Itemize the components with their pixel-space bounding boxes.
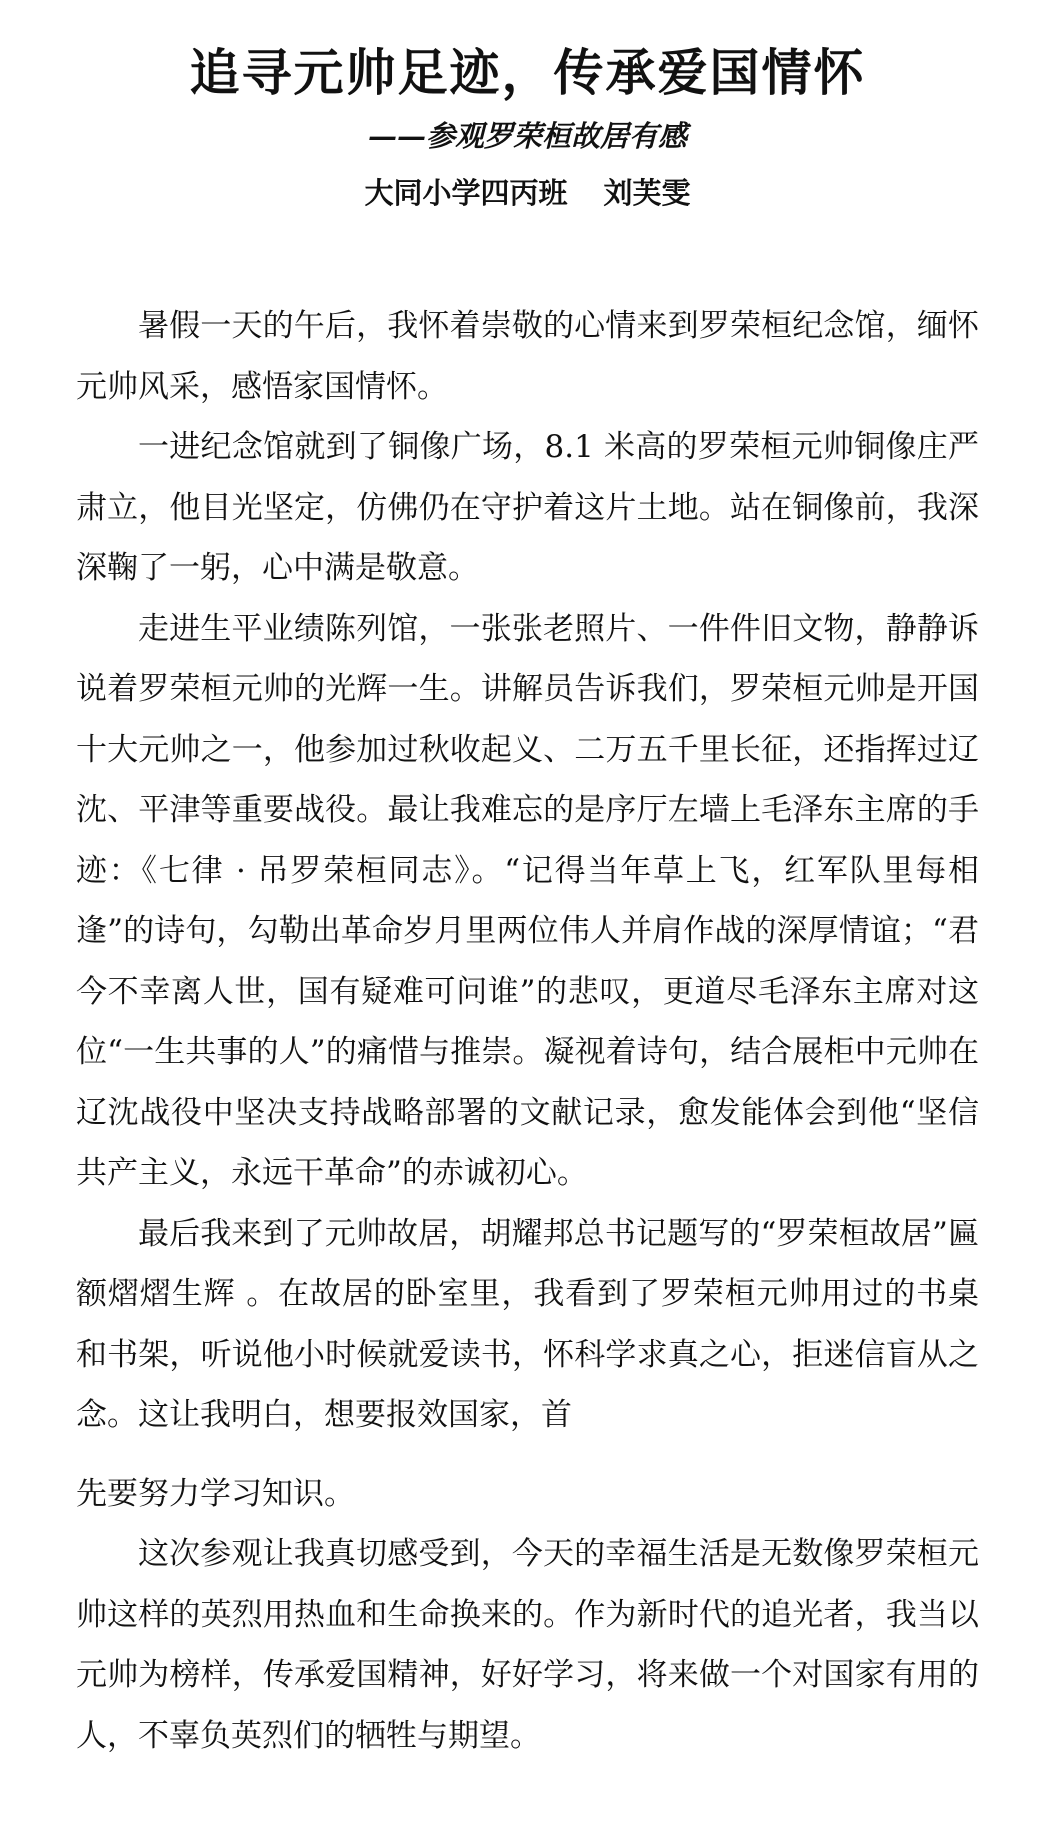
paragraph: 一进纪念馆就到了铜像广场，8.1 米高的罗荣桓元帅铜像庄严肃立，他目光坚定，仿佛仍在守护着这片土地。站在铜像前，我深深鞠了一躬，心中满是敬意。: [76, 429, 979, 586]
paragraph: 最后我来到了元帅故居，胡耀邦总书记题写的“罗荣桓故居”匾额熠熠生辉 。在故居的卧室里，我看到了罗荣桓元帅用过的书桌和书架，听说他小时候就爱读书，怀科学求真之心，拒迷信盲从之念。这让我明白，想要报效国家，首: [76, 1215, 979, 1433]
author-line: [76, 170, 979, 216]
paragraph: 这次参观让我真切感受到，今天的幸福生活是无数像罗荣桓元帅这样的英烈用热血和生命换来的。作为新时代的追光者，我当以元帅为榜样，传承爱国精神，好好学习，将来做一个对国家有用的人，不辜负英烈们的牺牲与期望。: [76, 1536, 979, 1754]
paragraph: 走进生平业绩陈列馆，一张张老照片、一件件旧文物，静静诉说着罗荣桓元帅的光辉一生。讲解员告诉我们，罗荣桓元帅是开国十大元帅之一，他参加过秋收起义、二万五千里长征，还指挥过辽沈、平津等重要战役。最让我难忘的是序厅左墙上毛泽东主席的手迹：《七律 · 吊罗荣桓同志》。“记得当年草上飞，红军队里每相逢”的诗句，勾勒出革命岁月里两位伟人并肩作战的深厚情谊；“君今不幸离人世，国有疑难可问谁”的悲叹，更道尽毛泽东主席对这位“一生共事的人”的痛惜与推崇。凝视着诗句，结合展柜中元帅在辽沈战役中坚决支持战略部署的文献记录，愈发能体会到他“坚信共产主义，永远干革命”的赤诚初心。: [76, 610, 979, 1191]
paragraph: 暑假一天的午后，我怀着崇敬的心情来到罗荣桓纪念馆，缅怀元帅风采，感悟家国情怀。: [76, 308, 979, 405]
author-name: 刘芙雯: [603, 176, 691, 210]
document-body: [76, 296, 979, 1766]
author-class: 大同小学四丙班: [364, 176, 568, 210]
document-title: 追寻元帅足迹，传承爱国情怀: [189, 44, 866, 102]
paragraph-continuation: 先要努力学习知识。: [76, 1475, 355, 1512]
document-subtitle: ——参观罗荣桓故居有感: [367, 119, 687, 153]
